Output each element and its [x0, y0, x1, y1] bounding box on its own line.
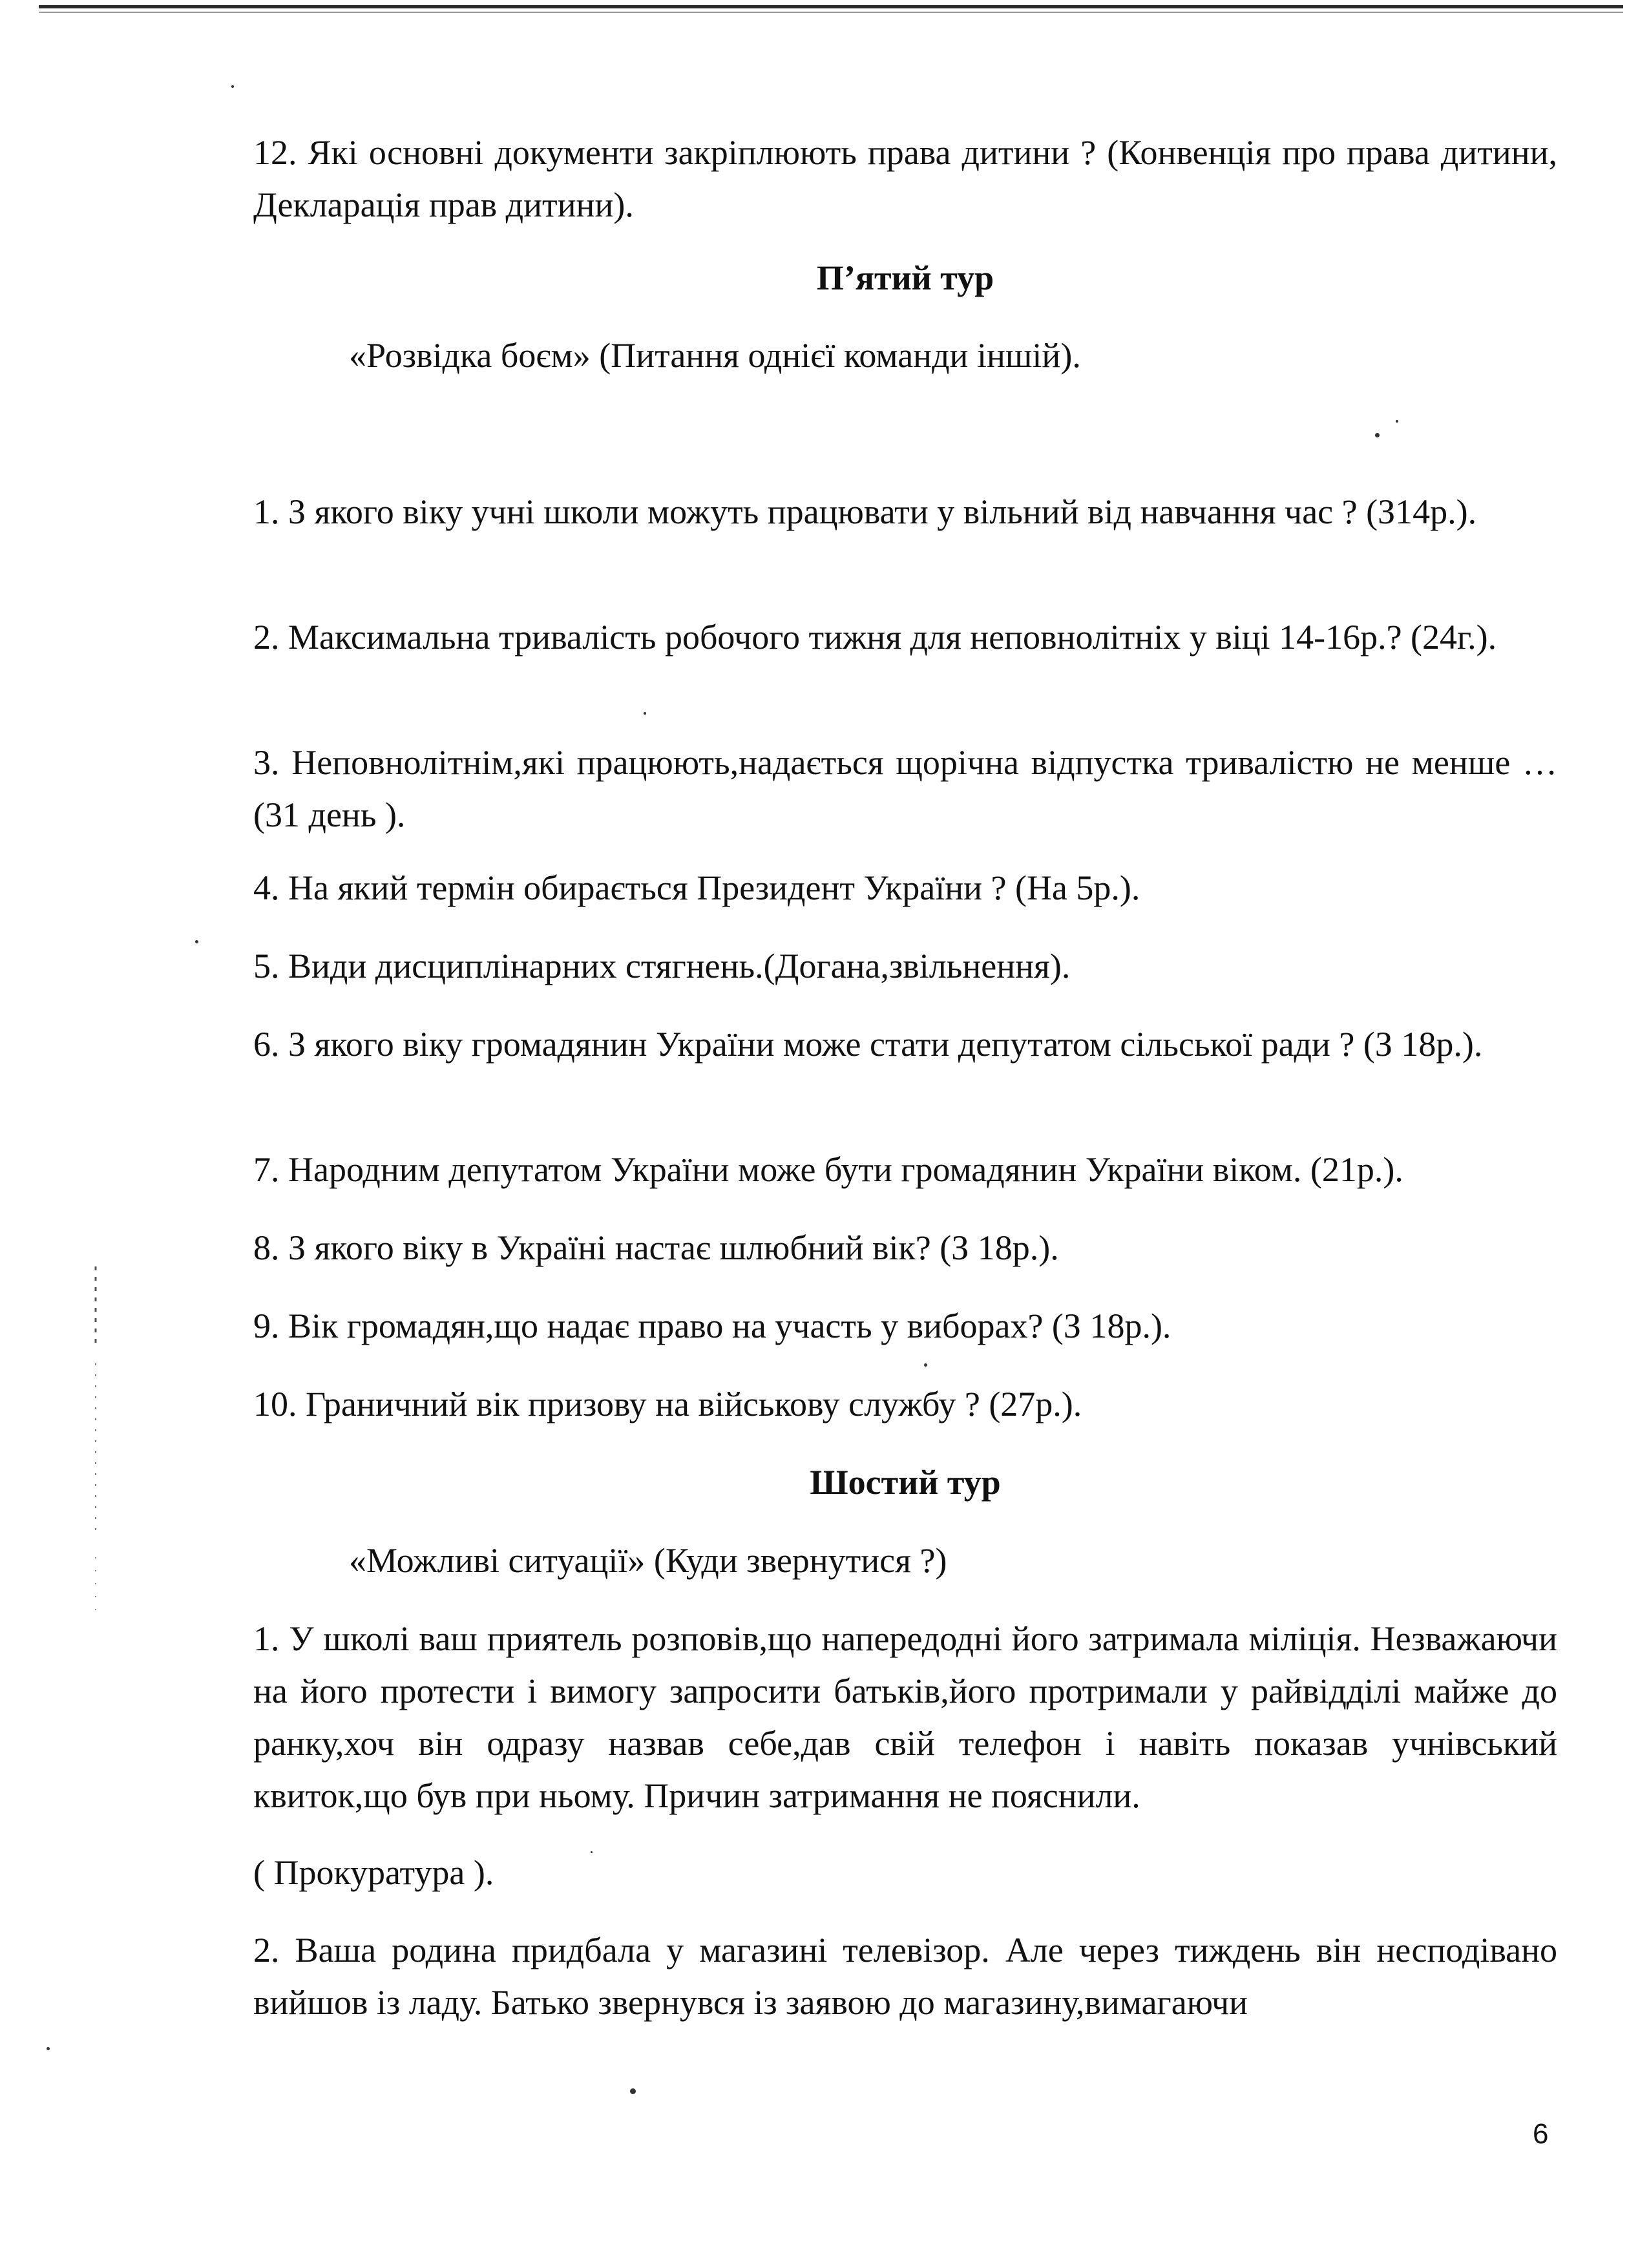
scan-speck: [231, 85, 234, 88]
round-5-subtitle: «Розвідка боєм» (Питання однієї команди іншій).: [349, 336, 1081, 375]
r6-situation-1-answer: ( Прокуратура ).: [253, 1853, 494, 1892]
scan-speck: [1396, 420, 1398, 423]
round-5-heading: П’ятий тур: [816, 258, 994, 297]
scan-top-edge-shadow: [39, 12, 1623, 13]
scan-speck: [924, 1363, 927, 1367]
round-6-subtitle: «Можливі ситуації» (Куди звернутися ?): [349, 1541, 947, 1580]
r5-question-9: 9. Вік громадян,що надає право на участь у виборах? (З 18р.).: [253, 1307, 1171, 1345]
r6-situation-1: 1. У школі ваш приятель розповів,що напередодні його затримала міліція. Незважаючи на його протести і вимогу запросити батьків,його протримали у райвідділі майже до ранку,хоч він одразу назвав себе,дав свій телефон і навіть показав учнівський квиток,що був при ньому. Причин затримання не пояснили.: [253, 1619, 1557, 1815]
r5-question-8: 8. З якого віку в Україні настає шлюбний вік? (З 18р.).: [253, 1228, 1059, 1267]
binding-hole-marks: [93, 1266, 98, 1615]
r5-question-6: 6. З якого віку громадянин України може стати депутатом сільської ради ? (З 18р.).: [253, 1025, 1483, 1064]
r6-situation-2: 2. Ваша родина придбала у магазині телевізор. Але через тиждень він несподівано вийшов із ладу. Батько звернувся із заявою до магазину,вимагаючи: [253, 1931, 1557, 2022]
r5-question-10: 10. Граничний вік призову на військову службу ? (27р.).: [253, 1385, 1082, 1423]
r5-question-2: 2. Максимальна тривалість робочого тижня для неповнолітніх у віці 14-16р.? (24г.).: [253, 618, 1497, 656]
r5-question-7: 7. Народним депутатом України може бути громадянин України віком. (21р.).: [253, 1150, 1403, 1189]
r5-question-3: 3. Неповнолітнім,які працюють,надається щорічна відпустка тривалістю не менше … (31 день ).: [253, 743, 1557, 834]
r5-question-5: 5. Види дисциплінарних стягнень.(Догана,звільнення).: [253, 947, 1071, 985]
scan-speck: [630, 2088, 636, 2094]
r5-question-1: 1. З якого віку учні школи можуть працювати у вільний від навчання час ? (З14р.).: [253, 492, 1477, 531]
r5-question-4: 4. На який термін обирається Президент України ? (На 5р.).: [253, 868, 1140, 907]
round-6-heading: Шостий тур: [810, 1463, 1001, 1502]
scan-speck: [591, 1851, 593, 1853]
scan-speck: [47, 2047, 50, 2050]
scan-speck: [1375, 433, 1380, 437]
question-12: 12. Які основні документи закріплюють права дитини ? (Конвенція про права дитини, Декларація прав дитини).: [253, 133, 1557, 224]
scan-top-edge-rule: [39, 5, 1623, 8]
scan-speck: [195, 940, 198, 943]
page-number: 6: [1533, 2118, 1549, 2150]
scan-speck: [644, 712, 646, 715]
